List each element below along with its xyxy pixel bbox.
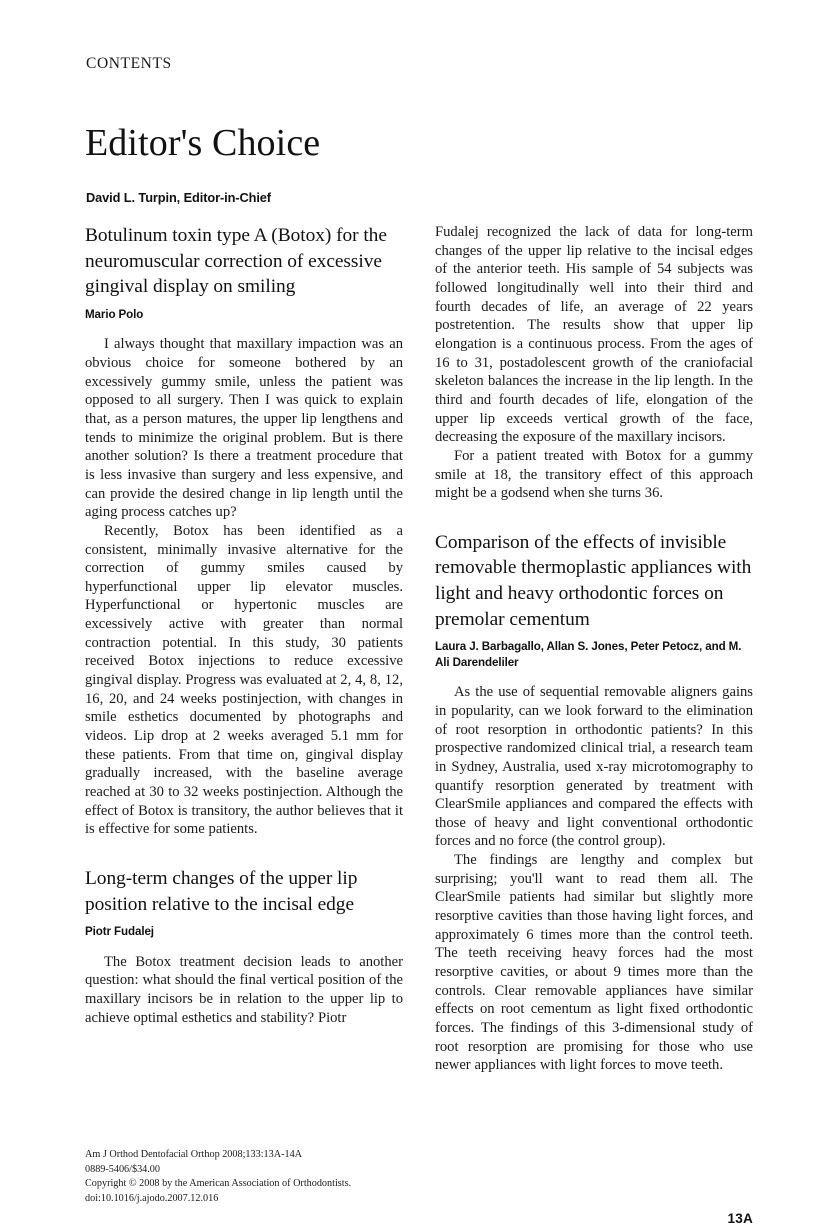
article-authors-2: Piotr Fudalej (85, 925, 154, 939)
page-folio: 13A (727, 1211, 753, 1226)
imprint-citation: Am J Orthod Dentofacial Orthop 2008;133:13A-14A (85, 1149, 303, 1160)
imprint-doi: doi:10.1016/j.ajodo.2007.12.016 (85, 1192, 219, 1204)
column-right (435, 223, 753, 1226)
article-2-paragraph-3: For a patient treated with Botox for a gummy smile at 18, the transitory effect of this approach might be a godsend when she turns 36. (435, 447, 753, 502)
article-2-paragraph-2: Fudalej recognized the lack of data for long-term changes of the upper lip relative to the incisal edges of the anterior teeth. His sample of 54 subjects was followed longitudinally well into their third and fourth decades of life, an average of 22 years postretention. The results show that upper lip elongation is a continuous process. From the ages of 16 to 31, postadolescent growth of the craniofacial skeleton balances the increase in the lip length. In the third and fourth decades of life, elongation of the upper lip exceeds vertical growth of the face, decreasing the exposure of the maxillary incisors. (435, 224, 753, 446)
article-authors-1: Mario Polo (85, 307, 144, 321)
article-title-3: Comparison of the effects of invisible removable thermoplastic appliances with light and heavy orthodontic forces on premolar cementum (435, 531, 752, 630)
article-3-paragraph-1: As the use of sequential removable aligners gains in popularity, can we look forward to the elimination of root resorption in orthodontic patients? In this prospective randomized clinical trial, a research team in Sydney, Australia, used x-ray microtomography to quantify resorption generated by treatment with ClearSmile appliances and compared the effects with those of heavy and light conventional orthodontic forces and no force (the control group). (435, 684, 753, 850)
imprint-issn-price: 0889-5406/$34.00 (85, 1163, 160, 1175)
article-1-paragraph-1: I always thought that maxillary impaction was an obvious choice for someone bothered by an excessively gummy smile, unless the patient was opposed to all surgery. Then I was quick to explain that, as a person matures, the upper lip lengthens and tends to minimize the original problem. But is there another solution? Is there a treatment procedure that is less invasive than surgery and less expensive, and can provide the desired change in lip length until the aging process catches up? (85, 336, 403, 521)
page-title: Editor's Choice (85, 121, 321, 164)
article-2-paragraph-1: The Botox treatment decision leads to another question: what should the final vertical position of the maxillary incisors be in relation to the upper lip to achieve optimal esthetics and stability? Piotr (85, 953, 403, 1026)
page-content (85, 55, 753, 1226)
article-title-1: Botulinum toxin type A (Botox) for the neuromuscular correction of excessive gingival display on smiling (85, 225, 387, 298)
article-3-paragraph-2: The findings are lengthy and complex but surprising; you'll want to read them all. The ClearSmile patients had similar but slightly more resorptive cavities than those having light forces, and approximately 6 times more than the control teeth. The teeth receiving heavy forces had the most resorptive cavities, or about 9 times more than the controls. Clear removable appliances have similar effects on root cementum as light fixed orthodontic forces. The findings of this 3-dimensional study of root resorption are promising for those who use newer appliances with light forces to move teeth. (435, 852, 753, 1074)
article-1-paragraph-2: Recently, Botox has been identified as a consistent, minimally invasive alternative for the correction of gummy smiles caused by hyperfunctional upper lip elevator muscles. Hyperfunctional or hypertonic muscles are excessively active with greater than normal contraction potential. In this study, 30 patients received Botox injections to reduce excessive gingival display. Progress was evaluated at 2, 4, 8, 12, 16, 20, and 24 weeks postinjection, with changes in smile esthetics documented by photographs and videos. Lip drop at 2 weeks averaged 5.1 mm for these patients. From that time on, gingival display gradually increased, with the baseline average reached at 30 to 32 weeks postinjection. Although the effect of Botox is transitory, the author believes that it is effective for some patients. (85, 522, 403, 838)
imprint-block (85, 1148, 415, 1206)
article-title-2: Long-term changes of the upper lip position relative to the incisal edge (85, 868, 358, 915)
imprint-copyright: Copyright © 2008 by the American Association of Orthodontists. (85, 1178, 352, 1190)
column-left (85, 223, 403, 1204)
editor-byline: David L. Turpin, Editor-in-Chief (86, 189, 271, 205)
contents-label: CONTENTS (86, 55, 172, 72)
article-authors-3: Laura J. Barbagallo, Allan S. Jones, Peter Petocz, and M. Ali Darendeliler (435, 640, 742, 669)
two-column-body (85, 223, 753, 1226)
